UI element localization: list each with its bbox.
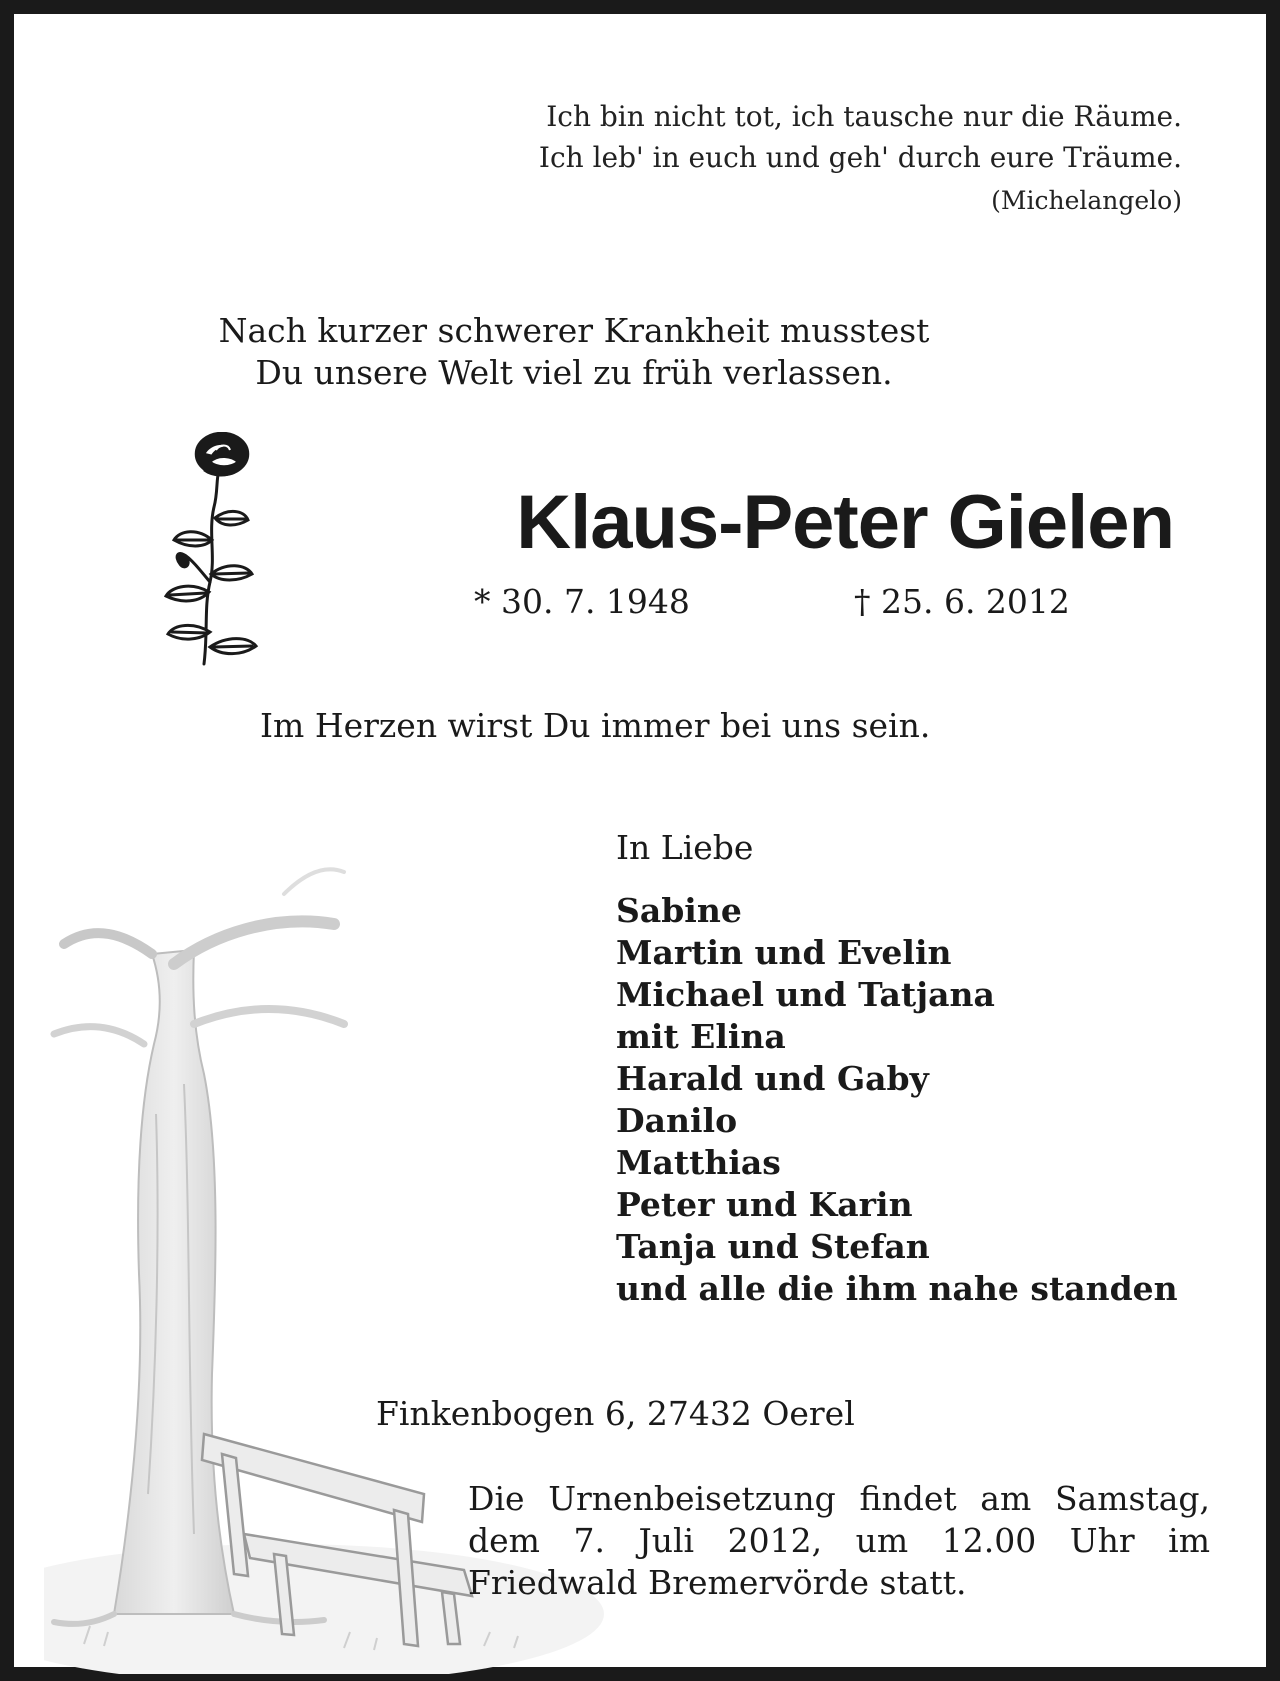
burial-line-2: dem 7. Juli 2012, um 12.00 Uhr im — [468, 1521, 1210, 1560]
mourners-list — [616, 890, 1178, 1310]
list-item: Matthias — [616, 1143, 781, 1182]
quote-line-1: Ich bin nicht tot, ich tausche nur die Räume. — [546, 100, 1182, 133]
quote-line-2: Ich leb' in euch und geh' durch eure Träume. — [538, 141, 1182, 174]
farewell-text: Im Herzen wirst Du immer bei uns sein. — [260, 706, 931, 745]
list-item: Michael und Tatjana — [616, 975, 995, 1014]
intro-line-2: Du unsere Welt viel zu früh verlassen. — [255, 353, 893, 392]
rose-icon — [164, 432, 264, 667]
family-address: Finkenbogen 6, 27432 Oerel — [376, 1394, 855, 1433]
burial-line-1: Die Urnenbeisetzung findet am Samstag, — [468, 1479, 1210, 1518]
death-date: † 25. 6. 2012 — [854, 582, 1070, 621]
birth-date: * 30. 7. 1948 — [474, 582, 690, 621]
burial-notice — [468, 1478, 1210, 1604]
epigraph-quote — [539, 96, 1182, 218]
intro-text — [14, 310, 1280, 394]
quote-source: (Michelangelo) — [991, 186, 1182, 215]
list-item: Harald und Gaby — [616, 1059, 929, 1098]
deceased-name: Klaus-Peter Gielen — [516, 480, 1174, 565]
list-item: mit Elina — [616, 1017, 786, 1056]
list-item: Sabine — [616, 891, 742, 930]
list-item: Peter und Karin — [616, 1185, 913, 1224]
list-item: Martin und Evelin — [616, 933, 952, 972]
list-item: Danilo — [616, 1101, 738, 1140]
list-item: Tanja und Stefan — [616, 1227, 930, 1266]
list-item: und alle die ihm nahe standen — [616, 1269, 1178, 1308]
mourners-heading: In Liebe — [616, 828, 754, 867]
intro-line-1: Nach kurzer schwerer Krankheit musstest — [218, 311, 930, 350]
burial-line-3: Friedwald Bremervörde statt. — [468, 1563, 967, 1602]
